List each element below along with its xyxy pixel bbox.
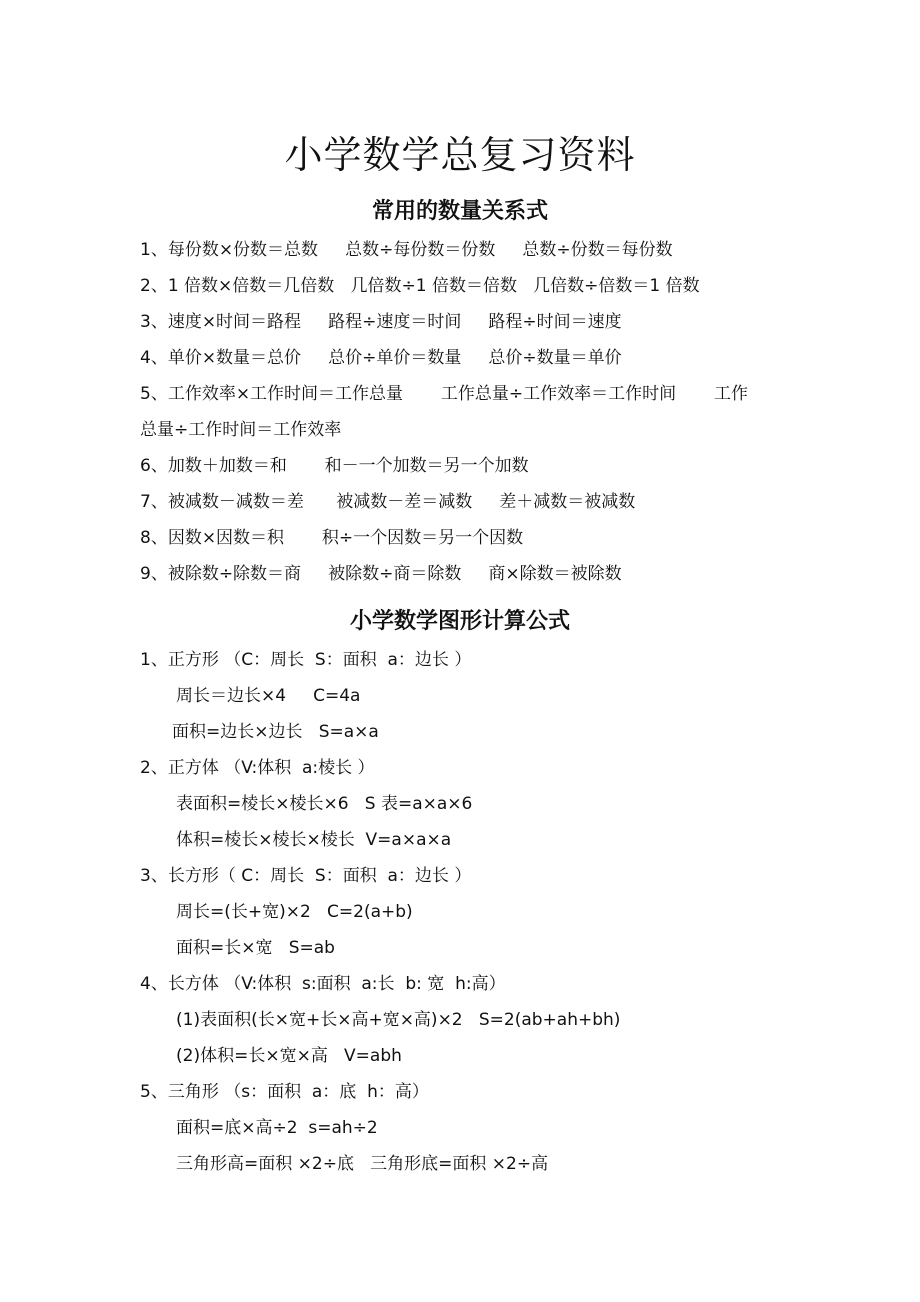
section-heading-geometry-formulas: 小学数学图形计算公式 [349,609,570,634]
formula-line: (1)表面积(长×宽+长×高+宽×高)×2 S=2(ab+ah+bh) [176,1010,621,1030]
relation-line: 5、工作效率×工作时间＝工作总量 工作总量÷工作效率＝工作时间 工作 [140,384,748,404]
shape-heading: 4、长方体 （V:体积 s:面积 a:长 b: 宽 h:高） [140,974,506,994]
relation-line: 7、被减数－减数＝差 被减数－差＝减数 差＋减数＝被减数 [140,492,636,512]
relation-line: 6、加数＋加数＝和 和－一个加数＝另一个加数 [140,456,529,476]
shape-heading: 1、正方形 （C：周长 S：面积 a：边长 ） [140,650,472,670]
formula-line: 面积=边长×边长 S=a×a [172,722,379,742]
shape-heading: 2、正方体 （V:体积 a:棱长 ） [140,758,375,778]
formula-line: 表面积=棱长×棱长×6 S 表=a×a×6 [176,794,473,814]
formula-line: 面积=底×高÷2 s=ah÷2 [176,1118,378,1138]
shape-heading: 5、三角形 （s：面积 a：底 h：高） [140,1082,429,1102]
relation-line: 8、因数×因数＝积 积÷一个因数＝另一个因数 [140,528,524,548]
relation-line: 2、1 倍数×倍数＝几倍数 几倍数÷1 倍数＝倍数 几倍数÷倍数＝1 倍数 [140,276,700,296]
formula-line: 三角形高=面积 ×2÷底 三角形底=面积 ×2÷高 [176,1154,549,1174]
formula-line: 周长＝边长×4 C=4a [176,686,361,706]
section-heading-quantity-relations: 常用的数量关系式 [371,199,548,224]
relation-line: 1、每份数×份数＝总数 总数÷每份数＝份数 总数÷份数＝每份数 [140,240,673,260]
formula-line: (2)体积=长×宽×高 V=abh [176,1046,402,1066]
document-title: 小学数学总复习资料 [284,133,636,177]
formula-line: 体积=棱长×棱长×棱长 V=a×a×a [176,830,452,850]
formula-line: 周长=(长+宽)×2 C=2(a+b) [176,902,413,922]
relation-line: 4、单价×数量＝总价 总价÷单价＝数量 总价÷数量＝单价 [140,348,622,368]
relation-line-continued: 总量÷工作时间＝工作效率 [140,420,342,440]
shape-heading: 3、长方形（ C：周长 S：面积 a：边长 ） [140,866,472,886]
relation-line: 3、速度×时间＝路程 路程÷速度＝时间 路程÷时间＝速度 [140,312,622,332]
relation-line: 9、被除数÷除数＝商 被除数÷商＝除数 商×除数＝被除数 [140,564,622,584]
formula-line: 面积=长×宽 S=ab [176,938,335,958]
